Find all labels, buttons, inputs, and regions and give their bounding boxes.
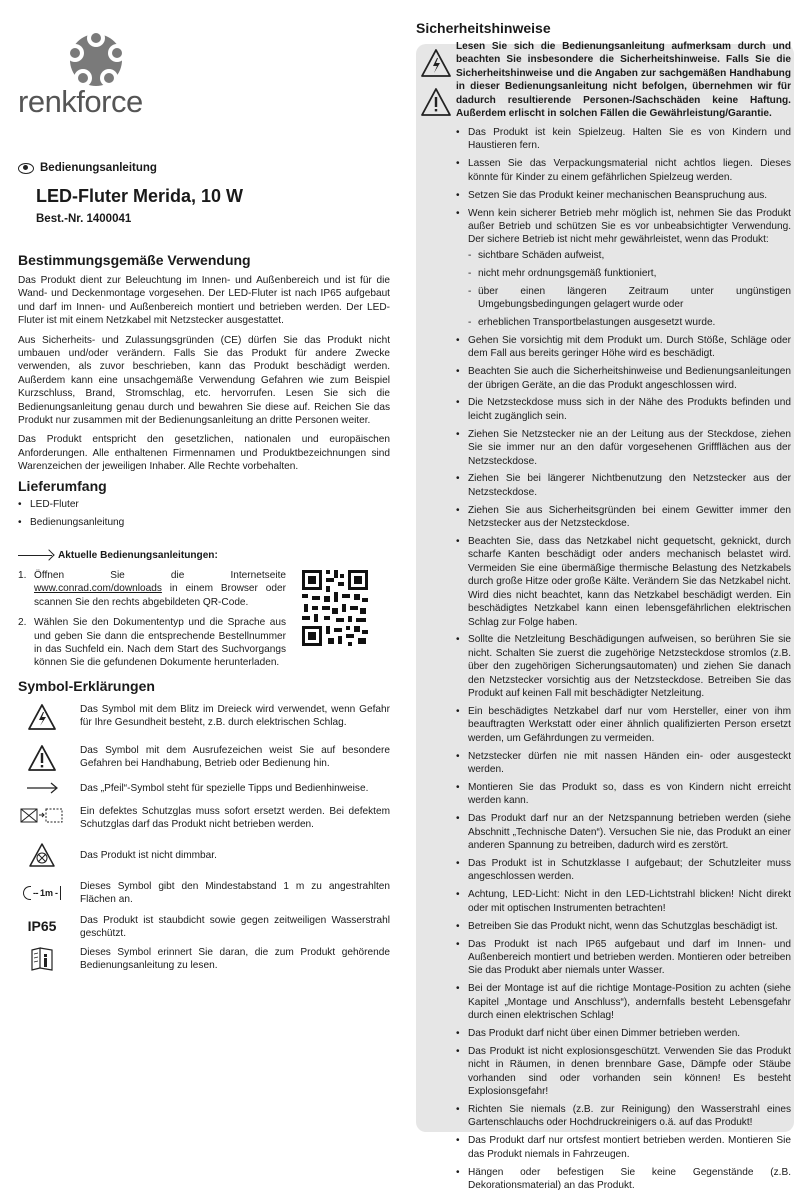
intended-use-paragraph: Aus Sicherheits- und Zulassungsgründen (CE) dürfen Sie das Produkt nicht umbauen und/oder verändern. Falls Sie das Produkt für andere Zwecke verwenden, als zuvor beschrieben, kann das Produkt beschädigt werden. Außerdem kann eine unsachgemäße Verwendung Gefahren wie zum Beispiel Kurzschluss, Brand, Stromschlag, etc. hervorrufen. Lesen Sie sich die Bedienungsanleitung genau durch und bewahren Sie diese auf. Reichen Sie das Produkt nur zusammen mit der Bedienungsanleitung an dritte Personen weiter. bbox=[18, 334, 390, 427]
scope-item: • Bedienungsanleitung bbox=[18, 516, 390, 529]
exclamation-warning-icon bbox=[27, 744, 57, 772]
broken-glass-icon bbox=[20, 805, 64, 827]
unsafe-condition: - nicht mehr ordnungsgemäß funktioniert, bbox=[468, 267, 791, 280]
eye-icon bbox=[18, 163, 34, 174]
safety-item: • Setzen Sie das Produkt keiner mechanischen Beanspruchung aus. bbox=[456, 189, 791, 202]
manual-step bbox=[18, 616, 286, 670]
safety-panel bbox=[416, 41, 794, 1192]
product-title: LED-Fluter Merida, 10 W bbox=[36, 186, 244, 206]
symbol-row bbox=[18, 782, 390, 795]
manual-label-text: Bedienungsanleitung bbox=[40, 162, 157, 174]
safety-item: • Ziehen Sie aus Sicherheitsgründen bei einem Gewitter immer den Netzstecker aus der Netzsteckdose. bbox=[456, 504, 791, 531]
downloads-link[interactable]: www.conrad.com/downloads bbox=[34, 583, 162, 595]
symbol-description: Das Produkt ist staubdicht sowie gegen zeitweiligen Wasserstrahl geschützt. bbox=[80, 915, 390, 940]
safety-item: • Das Produkt ist in Schutzklasse I aufgebaut; der Schutzleiter muss angeschlossen werden. bbox=[456, 857, 791, 884]
symbol-description: Das Symbol mit dem Ausrufezeichen weist Sie auf besondere Gefahren bei Handhabung, Betrieb oder Bedienung hin. bbox=[80, 745, 390, 770]
safety-item: • Das Produkt darf nur an der Netzspannung betrieben werden (siehe Abschnitt „Technische Daten“). Versuchen Sie nie, das Produkt an einer anderen Spannung zu betreiben, dadurch wird es zerstört. bbox=[456, 812, 791, 852]
scope-section bbox=[18, 478, 390, 535]
safety-item: • Bei der Montage ist auf die richtige Montage-Position zu achten (siehe Kapitel „Montage und Anschluss“), andernfalls besteht Lebensgefahr durch einen elektrischen Schlag! bbox=[456, 982, 791, 1022]
unsafe-condition: - über einen längeren Zeitraum unter ungünstigen Umgebungsbedingungen gelagert wurde oder bbox=[468, 285, 791, 312]
step-number: 2. bbox=[18, 617, 27, 629]
symbol-row bbox=[18, 946, 390, 973]
symbol-description: Das „Pfeil“-Symbol steht für spezielle Tipps und Bedienhinweise. bbox=[80, 783, 369, 794]
safety-item: • Das Produkt ist nach IP65 aufgebaut und darf im Innen- und Außenbereich montiert und betrieben werden. Montieren oder betreiben Sie das Produkt aber niemals unter Wasser. bbox=[456, 938, 791, 978]
safety-item: • Beachten Sie, dass das Netzkabel nicht gequetscht, geknickt, durch scharfe Kanten beschädigt oder anders mechanisch belastet wird. Vermeiden Sie eine übermäßige thermische Belastung des Netzkabels durch große Hitze oder große Kälte. Verändern Sie das Netzkabel nicht. Wird dies nicht beachtet, kann das Netzkabel beschädigt werden. Ein beschädigtes Netzkabel kann einen lebensgefährlichen elektrischen Schlag zur Folge haben. bbox=[456, 535, 791, 629]
scope-item: • LED-Fluter bbox=[18, 498, 390, 511]
step-text: Öffnen Sie die Internetseite bbox=[34, 570, 286, 581]
symbol-description: Dieses Symbol gibt den Mindestabstand 1 m zu angestrahlten Flächen an. bbox=[80, 881, 390, 906]
order-number: Best.-Nr. 1400041 bbox=[36, 213, 132, 225]
symbol-description: Das Produkt ist nicht dimmbar. bbox=[80, 850, 217, 861]
symbol-row bbox=[18, 842, 390, 868]
safety-item: • Lassen Sie das Verpackungsmaterial nicht achtlos liegen. Dieses könnte für Kinder zu einem gefährlichen Spielzeug werden. bbox=[456, 157, 791, 184]
safety-item-text: Wenn kein sicherer Betrieb mehr möglich ist, nehmen Sie das Produkt außer Betrieb und schützen Sie es vor unbeabsichtigter Verwendung. Der sichere Betrieb ist nicht mehr gewährleistet, wenn das Produkt: bbox=[468, 207, 791, 246]
symbol-row bbox=[18, 805, 390, 832]
min-distance-label: 1m bbox=[39, 888, 53, 899]
symbol-description: Dieses Symbol erinnert Sie daran, die zum Produkt gehörende Bedienungsanleitung zu lesen. bbox=[80, 947, 390, 972]
symbol-description: Das Symbol mit dem Blitz im Dreieck wird verwendet, wenn Gefahr für Ihre Gesundheit besteht, z.B. durch elektrischen Schlag. bbox=[80, 704, 390, 729]
safety-item: • Montieren Sie das Produkt so, dass es von Kindern nicht erreicht werden kann. bbox=[456, 781, 791, 808]
step-number: 1. bbox=[18, 570, 27, 581]
symbol-row bbox=[18, 880, 390, 907]
intended-use-heading: Bestimmungsgemäße Verwendung bbox=[18, 252, 251, 268]
step-text: in einem Browser oder scannen Sie den rechts abgebildeten QR-Code. bbox=[34, 583, 286, 608]
no-dimmer-icon bbox=[28, 842, 56, 868]
safety-item: • Sollte die Netzleitung Beschädigungen aufweisen, so berühren Sie sie nicht. Schalten Sie zuerst die zugehörige Netzsteckdose stromlos (z.B. über den zugehörigen Sicherungsautomaten) und ziehen Sie danach den Netzstecker vorsichtig aus der Netzsteckdose. Betreiben Sie das Produkt auf keinen Fall mit beschädigter Netzleitung. bbox=[456, 633, 791, 700]
safety-item: • Betreiben Sie das Produkt nicht, wenn das Schutzglas beschädigt ist. bbox=[456, 920, 791, 933]
ip65-icon: IP65 bbox=[27, 918, 57, 934]
safety-item: • Beachten Sie auch die Sicherheitshinweise und Bedienungsanleitungen der übrigen Geräte, an die das Produkt angeschlossen wird. bbox=[456, 365, 791, 392]
arrow-icon bbox=[18, 555, 52, 556]
safety-intro: Lesen Sie sich die Bedienungsanleitung aufmerksam durch und beachten Sie insbesondere die Sicherheitshinweise. Falls Sie die Sicherheitshinweise und die Angaben zur sachgemäßen Handhabung in dieser Bedienungsanleitung nicht befolgen, übernehmen wir für dadurch resultierende Personen-/Sachschäden keine Haftung. Außerdem erlischt in solchen Fällen die Gewährleistung/Garantie. bbox=[456, 41, 791, 120]
manual-step bbox=[18, 569, 286, 609]
safety-item bbox=[456, 207, 791, 330]
symbol-description: Ein defektes Schutzglas muss sofort ersetzt werden. Bei defektem Schutzglas darf das Produkt nicht betrieben werden. bbox=[80, 806, 390, 831]
intended-use-paragraph: Das Produkt entspricht den gesetzlichen, nationalen und europäischen Anforderungen. Alle enthaltenen Firmennamen und Produktbezeichnungen sind Warenzeichen der jeweiligen Inhaber. Alle Rechte vorbehalten. bbox=[18, 434, 390, 473]
safety-item: • Netzstecker dürfen nie mit nassen Händen ein- oder ausgesteckt werden. bbox=[456, 750, 791, 777]
safety-item: • Achtung, LED-Licht: Nicht in den LED-Lichtstrahl blicken! Nicht direkt oder mit optischen Instrumenten betrachten! bbox=[456, 888, 791, 915]
safety-item: • Ziehen Sie bei längerer Nichtbenutzung den Netzstecker aus der Netzsteckdose. bbox=[456, 472, 791, 499]
safety-heading: Sicherheitshinweise bbox=[416, 20, 551, 36]
scope-heading: Lieferumfang bbox=[18, 478, 107, 494]
read-manual-icon bbox=[30, 946, 54, 972]
exclamation-warning-icon bbox=[420, 87, 452, 117]
arrow-icon bbox=[26, 782, 58, 794]
step-text: Wählen Sie den Dokumententyp und die Sprache aus und geben Sie dann die entsprechende Bestellnummer in das Suchfeld ein. Nach dem Start des Suchvorgangs können Sie die gefundenen Dokumente herunterladen. bbox=[34, 617, 286, 669]
safety-item: • Richten Sie niemals (z.B. zur Reinigung) den Wasserstrahl eines Gartenschlauchs oder Hochdruckreinigers o.ä. auf das Produkt! bbox=[456, 1103, 791, 1130]
safety-item: • Die Netzsteckdose muss sich in der Nähe des Produkts befinden und leicht zugänglich sein. bbox=[456, 396, 791, 423]
qr-code-icon[interactable] bbox=[300, 568, 370, 648]
safety-item: • Ziehen Sie Netzstecker nie an der Leitung aus der Steckdose, ziehen Sie sie immer nur an den dafür vorgesehenen Griffflächen aus der Netzsteckdose. bbox=[456, 428, 791, 468]
current-manuals-heading: Aktuelle Bedienungsanleitungen: bbox=[58, 550, 218, 561]
min-distance-icon: -- 1m - bbox=[23, 886, 61, 900]
symbol-row bbox=[18, 914, 390, 941]
safety-item: • Das Produkt darf nicht über einen Dimmer betrieben werden. bbox=[456, 1027, 791, 1040]
safety-item: • Das Produkt ist kein Spielzeug. Halten Sie es von Kindern und Haustieren fern. bbox=[456, 126, 791, 153]
symbol-row bbox=[18, 744, 390, 772]
symbols-heading: Symbol-Erklärungen bbox=[18, 678, 155, 694]
safety-item: • Das Produkt ist nicht explosionsgeschützt. Verwenden Sie das Produkt nicht in Räumen, in denen brennbare Gase, Dämpfe oder Stäube vorhanden sind oder vorhanden sein können! Es besteht Explosionsgefahr! bbox=[456, 1045, 791, 1099]
intended-use-paragraph: Das Produkt dient zur Beleuchtung im Innen- und Außenbereich und ist für die Wand- und Deckenmontage vorgesehen. Der LED-Fluter ist nach IP65 aufgebaut und darf im Innen- und Außenbereich montiert und betrieben werden. Der LED-Fluter ist mit einem Netzkabel mit Netzstecker ausgestattet. bbox=[18, 275, 390, 327]
safety-item: • Ein beschädigtes Netzkabel darf nur vom Hersteller, einer von ihm beauftragten Werkstatt oder einer ähnlich qualifizierten Person ersetzt werden, um Gefährdungen zu vermeiden. bbox=[456, 705, 791, 745]
safety-item: • Hängen oder befestigen Sie keine Gegenstände (z.B. Dekorationsmaterial) an das Produkt. bbox=[456, 1166, 791, 1193]
unsafe-condition: - erheblichen Transportbelastungen ausgesetzt wurde. bbox=[468, 316, 791, 329]
safety-item: • Gehen Sie vorsichtig mit dem Produkt um. Durch Stöße, Schläge oder dem Fall aus bereits geringer Höhe wird es beschädigt. bbox=[456, 334, 791, 361]
lightning-warning-icon bbox=[27, 703, 57, 731]
unsafe-condition: - sichtbare Schäden aufweist, bbox=[468, 249, 791, 262]
brand-name: renkforce bbox=[18, 84, 143, 119]
lightning-warning-icon bbox=[420, 48, 452, 78]
intended-use-section bbox=[18, 252, 390, 480]
safety-item: • Das Produkt darf nur ortsfest montiert betrieben werden. Montieren Sie das Produkt niemals in Fahrzeugen. bbox=[456, 1134, 791, 1161]
symbols-section bbox=[18, 678, 390, 694]
manual-label bbox=[18, 162, 157, 174]
symbol-row bbox=[18, 703, 390, 731]
